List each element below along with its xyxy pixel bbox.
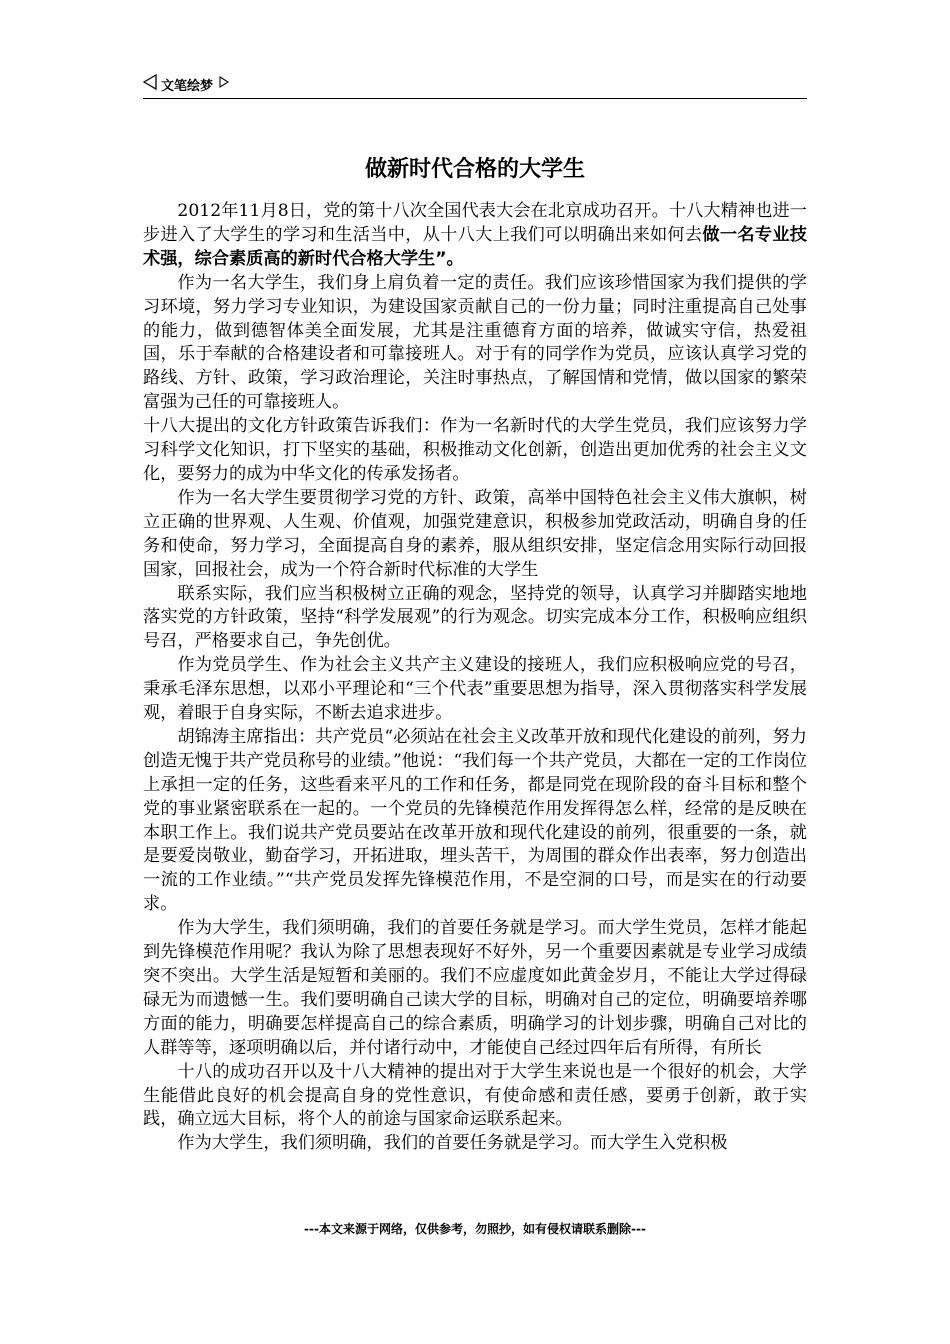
paragraph-text: 2012年11月8日，党的第十八次全国代表大会在北京成功召开。十八大精神也进一步进入了大学生的学习和生活当中，从十八大上我们可以明确出来如何去 xyxy=(143,201,807,245)
document-body xyxy=(143,200,807,1156)
paragraph: 作为大学生，我们须明确，我们的首要任务就是学习。而大学生入党积极 xyxy=(177,1133,728,1154)
paragraph: 十八的成功召开以及十八大精神的提出对于大学生来说也是一个很好的机会，大学生能借此良好的机会提高自身的党性意识，有使命感和责任感，要勇于创新，敢于实践，确立远大目标，将个人的前途与国家命运联系起来。 xyxy=(143,1061,807,1130)
paragraph: 作为一名大学生，我们身上肩负着一定的责任。我们应该珍惜国家为我们提供的学习环境，努力学习专业知识，为建设国家贡献自己的一份力量；同时注重提高自己处事的能力，做到德智体美全面发展，尤其是注重德育方面的培养，做诚实守信，热爱祖国，乐于奉献的合格建设者和可靠接班人。对于有的同学作为党员，应该认真学习党的路线、方针、政策，学习政治理论，关注时事热点，了解国情和党情，做以国家的繁荣富强为己任的可靠接班人。 xyxy=(143,272,807,413)
paragraph xyxy=(143,200,807,272)
triangle-right-icon xyxy=(219,76,229,92)
page-footer: ---本文来源于网络，仅供参考，勿照抄，如有侵权请联系删除--- xyxy=(304,1222,646,1236)
paragraph: 联系实际，我们应当积极树立正确的观念，坚持党的领导，认真学习并脚踏实地地落实党的方针政策，坚持“科学发展观”的行为观念。切实完成本分工作，积极响应组织号召，严格要求自己，争先创优。 xyxy=(143,583,807,652)
page-header xyxy=(143,74,807,99)
triangle-left-icon xyxy=(143,74,157,94)
paragraph: 胡锦涛主席指出：共产党员“必须站在社会主义改革开放和现代化建设的前列，努力创造无愧于共产党员称号的业绩。”他说：“我们每一个共产党员，大都在一定的工作岗位上承担一定的任务，这些看来平凡的工作和任务，都是同党在现阶段的奋斗目标和整个党的事业紧密联系在一起的。一个党员的先锋模范作用发挥得怎么样，经常的是反映在本职工作上。我们说共产党员要站在改革开放和现代化建设的前列，很重要的一条，就是要爱岗敬业，勤奋学习，开拓进取，埋头苦干，为周围的群众作出表率，努力创造出一流的工作业绩。”“共产党员发挥先锋模范作用，不是空洞的口号，而是实在的行动要求。 xyxy=(143,726,807,915)
paragraph: 作为党员学生、作为社会主义共产主义建设的接班人，我们应积极响应党的号召，秉承毛泽东思想，以邓小平理论和“三个代表”重要思想为指导，深入贯彻落实科学发展观，着眼于自身实际，不断去追求进步。 xyxy=(143,655,807,724)
paragraph: 作为一名大学生要贯彻学习党的方针、政策，高举中国特色社会主义伟大旗帜，树立正确的世界观、人生观、价值观，加强党建意识，积极参加党政活动，明确自身的任务和使命，努力学习，全面提高自身的素养，服从组织安排，坚定信念用实际行动回报国家，回报社会，成为一个符合新时代标准的大学生 xyxy=(143,487,807,580)
document-title: 做新时代合格的大学生 xyxy=(364,157,585,182)
paragraph-bold-text: 做一名专业技术强，综合素质高的新时代合格大学生”。 xyxy=(143,224,807,269)
header-brand: 文笔绘梦 xyxy=(161,78,214,94)
paragraph: 十八大提出的文化方针政策告诉我们：作为一名新时代的大学生党员，我们应该努力学习科学文化知识，打下坚实的基础，积极推动文化创新，创造出更加优秀的社会主义文化，要努力的成为中华文化的传承发扬者。 xyxy=(143,416,807,484)
paragraph: 作为大学生，我们须明确，我们的首要任务就是学习。而大学生党员，怎样才能起到先锋模范作用呢？我认为除了思想表现好不好外，另一个重要因素就是专业学习成绩突不突出。大学生活是短暂和美丽的。我们不应虚度如此黄金岁月，不能让大学过得碌碌无为而遗憾一生。我们要明确自己读大学的目标，明确对自己的定位，明确要培养哪方面的能力，明确要怎样提高自己的综合素质，明确学习的计划步骤，明确自己对比的人群等等，逐项明确以后，并付诸行动中，才能使自己经过四年后有所得，有所长 xyxy=(143,918,807,1058)
